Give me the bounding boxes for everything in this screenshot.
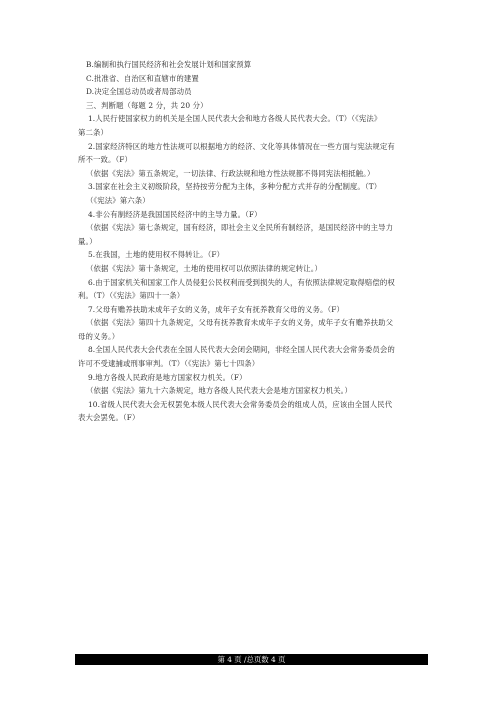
text-line: 第二条）: [78, 127, 108, 137]
text-line: D.决定全国总动员或者局部动员: [86, 87, 192, 97]
text-line: 3.国家在社会主义初级阶段，坚持按劳分配为主体，多种分配方式并存的分配制度。（T）: [88, 182, 382, 192]
text-line: 6.由于国家机关和国家工作人员侵犯公民权利而受到损失的人，有依照法律规定取得赔偿的权: [88, 277, 395, 287]
text-line: 4.非公有制经济是我国国民经济中的主导力量。（F）: [88, 209, 262, 219]
page-number-label: 第 4 页 /总页数 4 页: [217, 655, 286, 664]
text-line: 7.父母有赡养扶助未成年子女的义务，成年子女有抚养教育父母的义务。（F）: [88, 304, 344, 314]
text-line: 9.地方各级人民政府是地方国家权力机关。（F）: [88, 372, 247, 382]
text-line: 三、判断题（每题 2 分，共 20 分）: [86, 100, 208, 110]
text-line: （依据《宪法》第四十九条规定，父母有抚养教育未成年子女的义务，成年子女有赡养扶助父: [86, 318, 394, 328]
text-line: 母的义务。）: [78, 331, 120, 341]
text-line: （依据《宪法》第五条规定，一切法律、行政法规和地方性法规都不得同宪法相抵触。）: [86, 168, 375, 178]
text-line: 5.在我国，土地的使用权不得转让。（F）: [88, 250, 225, 260]
document-body: [78, 58, 450, 425]
text-line: B.编制和执行国民经济和社会发展计划和国家预算: [86, 60, 252, 69]
text-line: 8.全国人民代表大会代表在全国人民代表大会闭会期间，非经全国人民代表大会常务委员会的: [88, 345, 395, 355]
text-line: 利。（T）（《宪法》第四十一条）: [78, 291, 185, 301]
page-footer: [75, 654, 428, 665]
text-line: C.批准省、自治区和直辖市的建置: [86, 73, 199, 83]
text-line: （依据《宪法》第九十六条规定，地方各级人民代表大会是地方国家权力机关。）: [86, 386, 352, 396]
text-line: （依据《宪法》第十条规定，土地的使用权可以依照法律的规定转让。）: [86, 263, 323, 273]
text-line: 所不一致。（F）: [78, 155, 132, 165]
text-line: 表大会罢免。（F）: [78, 413, 140, 423]
text-line: （依据《宪法》第七条规定，国有经济，即社会主义全民所有制经济，是国民经济中的主导力: [86, 223, 394, 233]
text-line: 2.国家经济特区的地方性法规可以根据地方的经济、文化等具体情况在一些方面与宪法规定有: [88, 141, 395, 151]
text-line: 量。）: [78, 236, 97, 246]
text-line: （《宪法》第六条）: [86, 195, 150, 205]
text-line: 许可不受逮捕或刑事审判。（T）（《宪法》第七十四条）: [78, 359, 260, 369]
text-line: 1.人民行使国家权力的机关是全国人民代表大会和地方各级人民代表大会。（T）（《宪法》: [88, 114, 382, 124]
text-line: 10.省级人民代表大会无权罢免本级人民代表大会常务委员会的组成人员，应该由全国人民代: [88, 399, 393, 409]
